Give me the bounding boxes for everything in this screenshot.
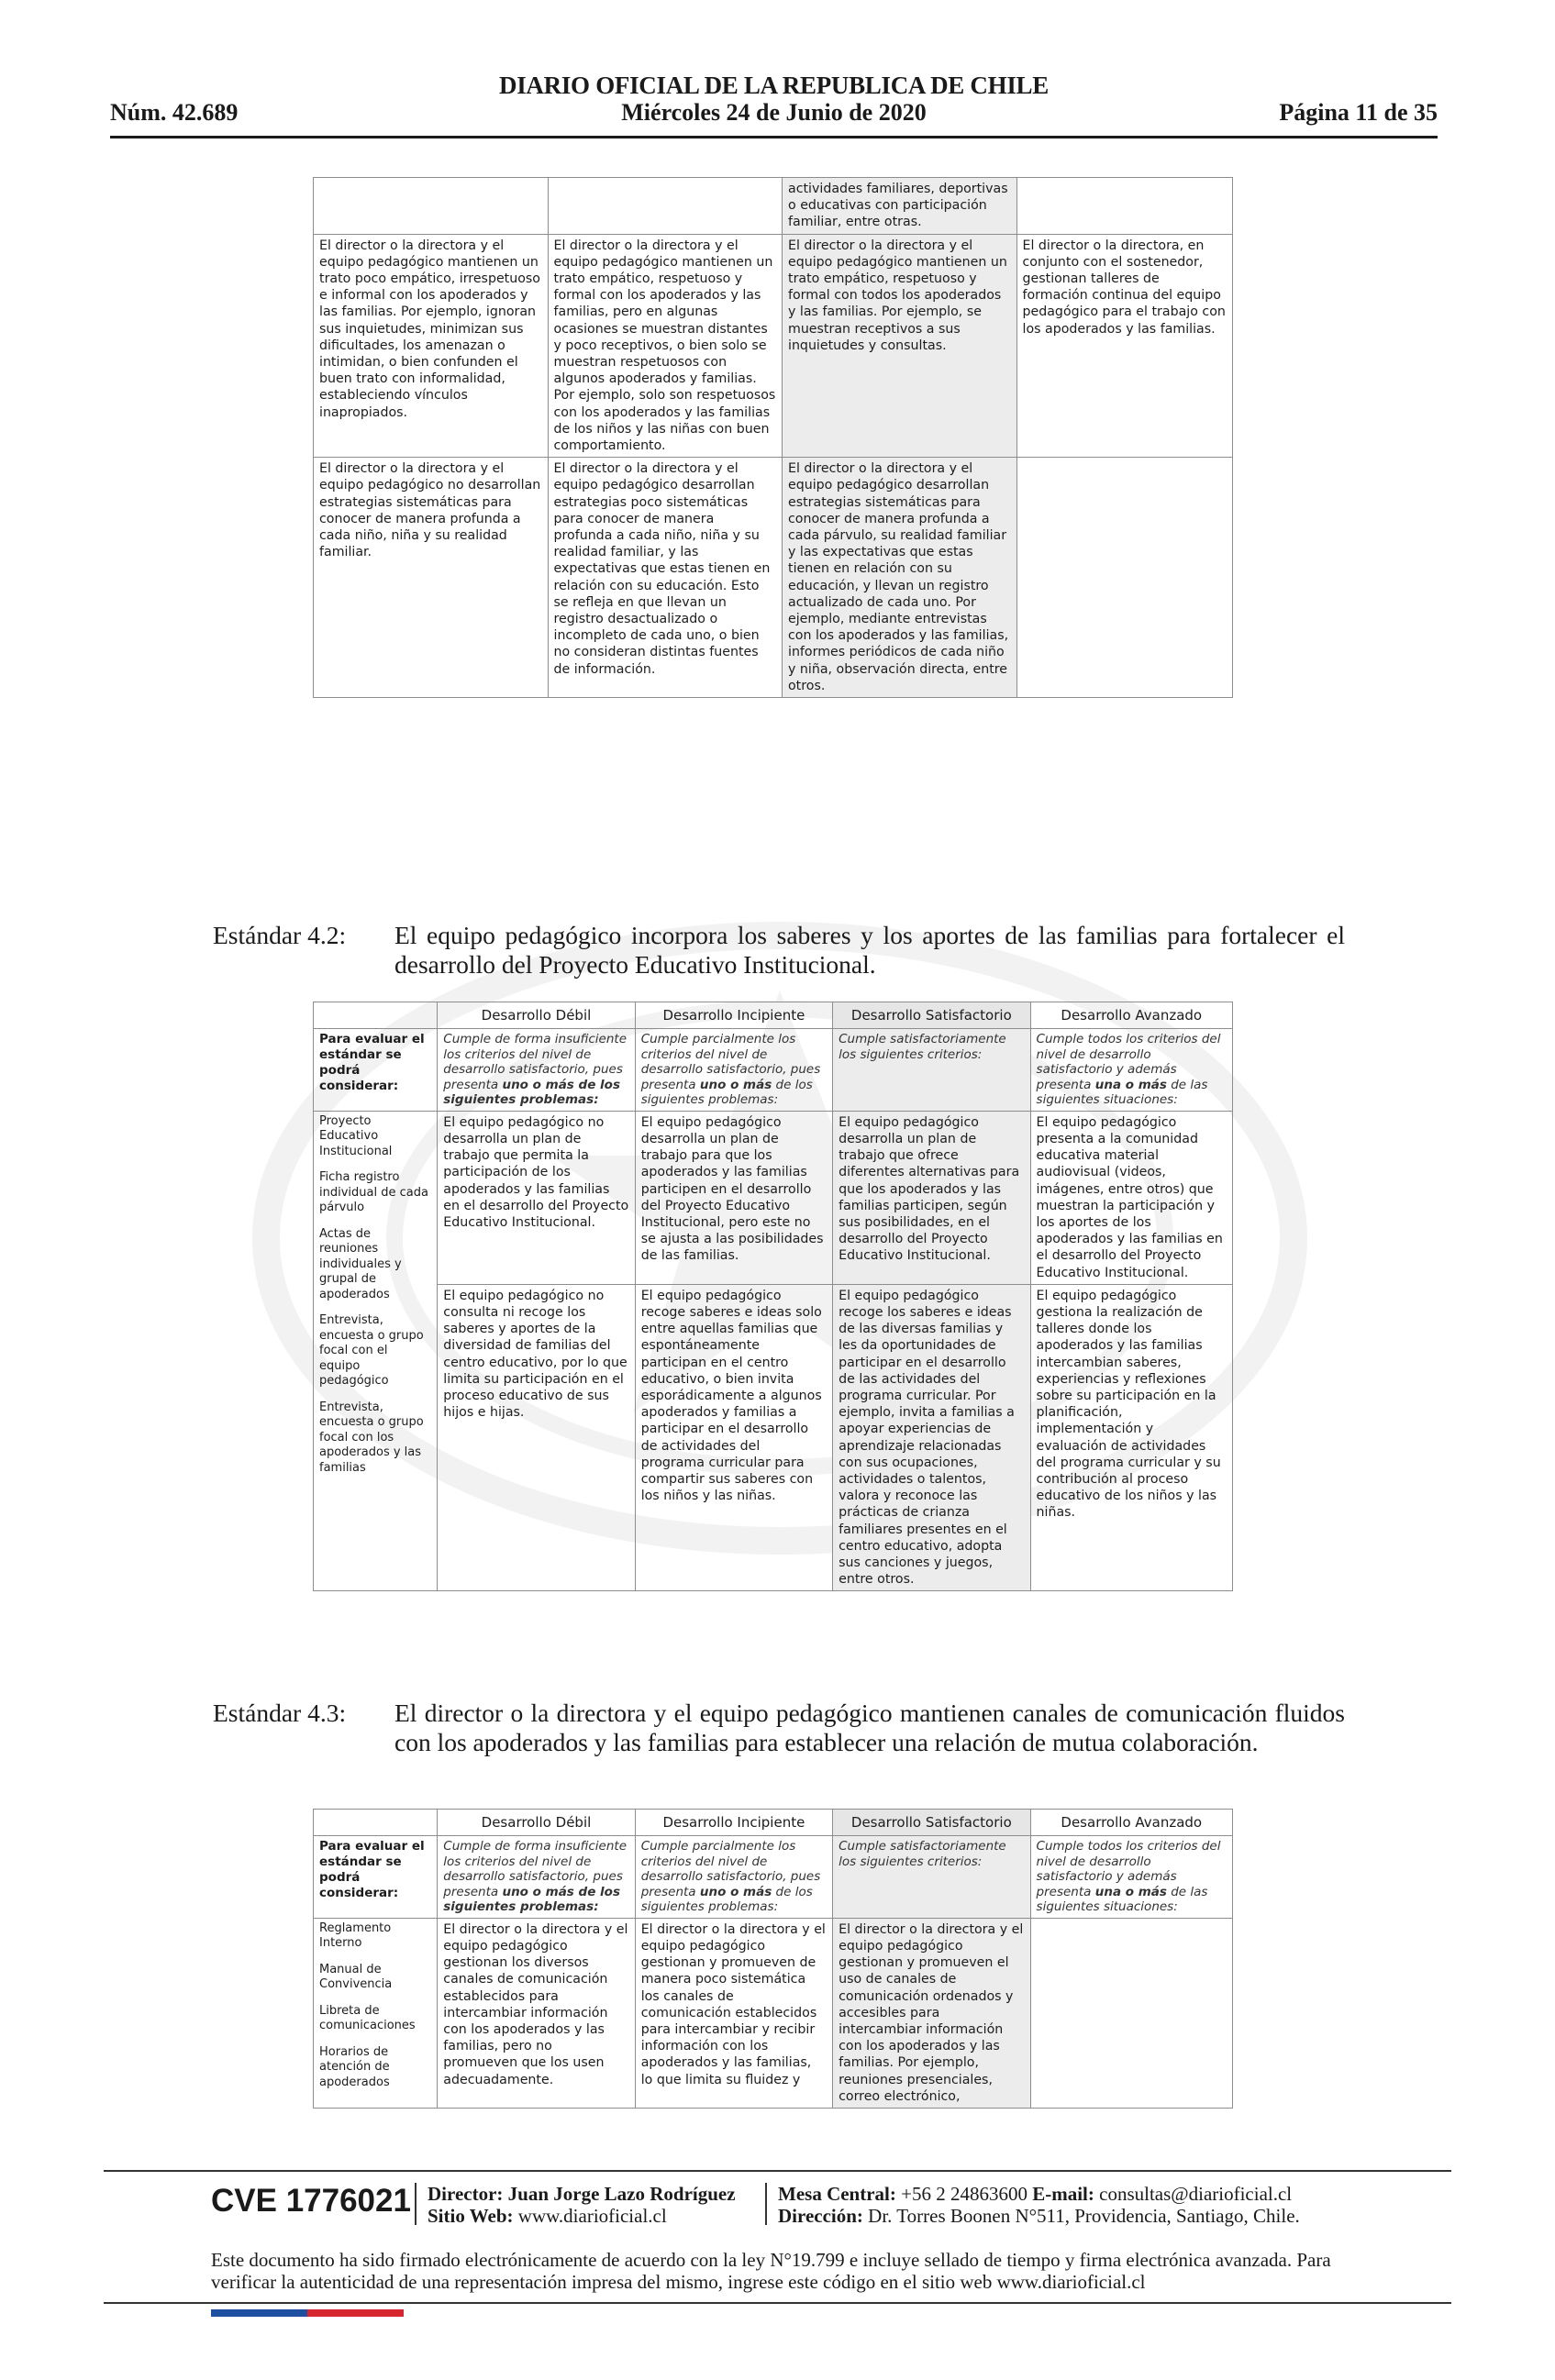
criteria-cell: Cumple parcialmente los criterios del nivel de desarrollo satisfactorio, pues presenta uno o más de los siguientes problemas: [635,1029,832,1112]
table-header: Desarrollo Satisfactorio [833,1002,1030,1029]
table-header [314,1002,438,1029]
table-cell: actividades familiares, deportivas o educativas con participación familiar, entre otras. [783,178,1017,235]
footer-separator [415,2183,417,2225]
table-header: Desarrollo Avanzado [1030,1810,1232,1836]
table-row [314,458,1233,698]
chile-flag-bar [211,2309,404,2317]
table-cell [548,178,783,235]
table-cell: El director o la directora y el equipo pedagógico mantienen un trato poco empático, irrespetuoso e informal con los apoderados y las familias. Por ejemplo, ignoran sus inquietudes, minimizan sus dificultades, los amenazan o intimidan, o bien confunden el buen trato con informalidad, estableciendo vínculos inapropiados. [314,234,549,458]
flag-red-segment [307,2309,404,2317]
table-cell: El director o la directora, en conjunto con el sostenedor, gestionan talleres de formación continua del equipo pedagógico para el trabajo con los apoderados y las familias. [1016,234,1233,458]
email-link[interactable]: consultas@diarioficial.cl [1099,2183,1293,2205]
table-cell: El equipo pedagógico recoge saberes e ideas solo entre aquellas familias que espontáneamente participan en el centro educativo, o bien invita esporádicamente a algunos apoderados y familias a participar en el desarrollo de actividades del programa curricular para compartir sus saberes con los niños y las niñas. [635,1284,832,1591]
table-cell: El director o la directora y el equipo pedagógico desarrollan estrategias sistemáticas para conocer de manera profunda a cada párvulo, su realidad familiar y las expectativas que estas tienen en relación con su educación, y llevan un registro actualizado de cada uno. Por ejemplo, mediante entrevistas con los apoderados y las familias, informes periódicos de cada niño y niña, observación directa, entre otros. [783,458,1017,698]
table-row [314,234,1233,458]
table-cell: El equipo pedagógico recoge los saberes e ideas de las diversas familias y les da oportunidades de participar en el desarrollo de las actividades del programa curricular. Por ejemplo, invita a familias a apoyar experiencias de aprendizaje relacionadas con sus ocupaciones, actividades o talentos, valora y reconoce las prácticas de crianza familiares presentes en el centro educativo, adopta sus canciones y juegos, entre otros. [833,1284,1030,1591]
source-item: Actas de reuniones individuales y grupal de apoderados [319,1226,402,1301]
source-item: Manual de Convivencia [319,1962,393,1992]
sources-cell [314,1918,438,2108]
table-header: Desarrollo Incipiente [635,1810,832,1836]
footer-divider-bottom [104,2302,1451,2304]
address: Dr. Torres Boonen N°511, Providencia, Santiago, Chile. [868,2205,1300,2227]
table-cell: El director o la directora y el equipo pedagógico no desarrollan estrategias sistemáticas para conocer de manera profunda a cada niño, niña y su realidad familiar. [314,458,549,698]
director-name: Juan Jorge Lazo Rodríguez [507,2183,736,2205]
cve-code: CVE 1776021 [211,2183,411,2219]
criteria-row [314,1836,1233,1919]
page-number: Página 11 de 35 [1279,99,1438,126]
table-row [314,1284,1233,1591]
table-row [314,178,1233,235]
standard-4-1-table-continuation [313,177,1233,698]
criteria-label: Para evaluar el estándar se podrá considerar: [314,1029,438,1112]
table-cell: El equipo pedagógico gestiona la realización de talleres donde los apoderados y las familias intercambian saberes, experiencias y reflexiones sobre su participación en la planificación, implementación y evaluación de actividades del programa curricular y su contribución al proceso educativo de los niños y las niñas. [1030,1284,1232,1591]
table-cell: El equipo pedagógico no consulta ni recoge los saberes y aportes de la diversidad de familias del centro educativo, por lo que limita su participación en el proceso educativo de sus hijos e hijas. [438,1284,635,1591]
source-item: Ficha registro individual de cada párvulo [319,1170,428,1215]
criteria-cell: Cumple satisfactoriamente los siguientes criterios: [833,1029,1030,1112]
table-cell [314,178,549,235]
table-cell [1030,1918,1232,2108]
table-header: Desarrollo Avanzado [1030,1002,1232,1029]
table-cell: El director o la directora y el equipo pedagógico gestionan los diversos canales de comunicación establecidos para intercambiar información con los apoderados y las familias, pero no promueven que los usen adecuadamente. [438,1918,635,2108]
criteria-row [314,1029,1233,1112]
website-link[interactable]: www.diarioficial.cl [517,2205,667,2227]
standard-4-3-text: El director o la directora y el equipo pedagógico mantienen canales de comunicación fluidos con los apoderados y las familias para establecer una relación de mutua colaboración. [394,1699,1345,1756]
phone-number: +56 2 24863600 [901,2183,1027,2205]
criteria-cell: Cumple todos los criterios del nivel de desarrollo satisfactorio y además presenta una o más de las siguientes situaciones: [1030,1836,1232,1919]
flag-blue-segment [211,2309,307,2317]
table-cell: El equipo pedagógico desarrolla un plan de trabajo que ofrece diferentes alternativas para que los apoderados y las familias participen, según sus posibilidades, en el desarrollo del Proyecto Educativo Institucional. [833,1111,1030,1284]
standard-4-3-table [313,1809,1233,2109]
footer-director-block: Director: Juan Jorge Lazo Rodríguez Sitio Web: www.diarioficial.cl [428,2183,736,2227]
table-header-row [314,1810,1233,1836]
standard-4-3-label: Estándar 4.3: [213,1699,347,1727]
table-cell: El director o la directora y el equipo pedagógico gestionan y promueven de manera poco sistemática los canales de comunicación establecidos para intercambiar y recibir información con los apoderados y las familias, lo que limita su fluidez y [635,1918,832,2108]
source-item: Proyecto Educativo Institucional [319,1113,393,1158]
publication-title: DIARIO OFICIAL DE LA REPUBLICA DE CHILE [499,72,1049,99]
standard-4-2-text: El equipo pedagógico incorpora los saberes y los aportes de las familias para fortalecer el desarrollo del Proyecto Educativo Institucional. [394,921,1345,979]
standard-4-2-label: Estándar 4.2: [213,921,347,949]
criteria-cell: Cumple todos los criterios del nivel de desarrollo satisfactorio y además presenta una o más de las siguientes situaciones: [1030,1029,1232,1112]
legal-notice: Este documento ha sido firmado electrónicamente de acuerdo con la ley N°19.799 e incluye sellado de tiempo y firma electrónica avanzada. Para verificar la autenticidad de una representación impresa del mismo, ingrese este código en el sitio web www.diarioficial.cl [211,2249,1331,2293]
table-cell: El director o la directora y el equipo pedagógico mantienen un trato empático, respetuoso y formal con todos los apoderados y las familias. Por ejemplo, se muestran receptivos a sus inquietudes y consultas. [783,234,1017,458]
header-divider [110,136,1438,138]
table-header: Desarrollo Incipiente [635,1002,832,1029]
standard-4-2-table [313,1002,1233,1591]
table-header [314,1810,438,1836]
table-cell: El equipo pedagógico no desarrolla un plan de trabajo que permita la participación de los apoderados y las familias en el desarrollo del Proyecto Educativo Institucional. [438,1111,635,1284]
table-header: Desarrollo Débil [438,1810,635,1836]
table-row [314,1918,1233,2108]
table-cell: El director o la directora y el equipo pedagógico desarrollan estrategias poco sistemáticas para conocer de manera profunda a cada niño, niña y su realidad familiar, y las expectativas que estas tienen en relación con su educación. Esto se refleja en que llevan un registro desactualizado o incompleto de cada uno, o bien no consideran distintas fuentes de información. [548,458,783,698]
criteria-label: Para evaluar el estándar se podrá considerar: [314,1836,438,1919]
table-header: Desarrollo Satisfactorio [833,1810,1030,1836]
table-cell: El equipo pedagógico presenta a la comunidad educativa material audiovisual (videos, imágenes, entre otros) que muestran la participación y los aportes de los apoderados y las familias en el desarrollo del Proyecto Educativo Institucional. [1030,1111,1232,1284]
source-item: Entrevista, encuesta o grupo focal con el equipo pedagógico [319,1313,424,1389]
criteria-cell: Cumple satisfactoriamente los siguientes criterios: [833,1836,1030,1919]
table-cell: El director o la directora y el equipo pedagógico mantienen un trato empático, respetuoso y formal con los apoderados y las familias, pero en algunas ocasiones se muestran distantes y poco receptivos, o bien solo se muestran respetuosos con algunos apoderados y familias. Por ejemplo, solo son respetuosos con los apoderados y las familias de los niños y las niñas con buen comportamiento. [548,234,783,458]
table-row [314,1111,1233,1284]
table-header-row [314,1002,1233,1029]
sources-cell [314,1111,438,1591]
publication-date: Miércoles 24 de Junio de 2020 [621,99,927,126]
source-item: Reglamento Interno [319,1921,392,1951]
footer-separator [765,2183,767,2225]
criteria-cell: Cumple de forma insuficiente los criterios del nivel de desarrollo satisfactorio, pues presenta uno o más de los siguientes problemas: [438,1029,635,1112]
footer-contact-block: Mesa Central: +56 2 24863600 E-mail: consultas@diarioficial.cl Dirección: Dr. Torres Boonen N°511, Providencia, Santiago, Chile. [778,2183,1300,2227]
criteria-cell: Cumple parcialmente los criterios del nivel de desarrollo satisfactorio, pues presenta uno o más de los siguientes problemas: [635,1836,832,1919]
table-cell [1016,178,1233,235]
table-cell [1016,458,1233,698]
source-item: Horarios de atención de apoderados [319,2044,390,2089]
source-item: Entrevista, encuesta o grupo focal con los apoderados y las familias [319,1400,424,1475]
table-cell: El director o la directora y el equipo pedagógico gestionan y promueven el uso de canales de comunicación ordenados y accesibles para intercambiar información con los apoderados y las familias. Por ejemplo, reuniones presenciales, correo electrónico, [833,1918,1030,2108]
source-item: Libreta de comunicaciones [319,2003,416,2033]
criteria-cell: Cumple de forma insuficiente los criterios del nivel de desarrollo satisfactorio, pues presenta uno o más de los siguientes problemas: [438,1836,635,1919]
table-cell: El equipo pedagógico desarrolla un plan de trabajo para que los apoderados y las familias participen en el desarrollo del Proyecto Educativo Institucional, pero este no se ajusta a las posibilidades de las familias. [635,1111,832,1284]
footer-divider-top [104,2170,1451,2172]
issue-number: Núm. 42.689 [110,99,239,126]
page-header [110,66,1438,139]
table-header: Desarrollo Débil [438,1002,635,1029]
